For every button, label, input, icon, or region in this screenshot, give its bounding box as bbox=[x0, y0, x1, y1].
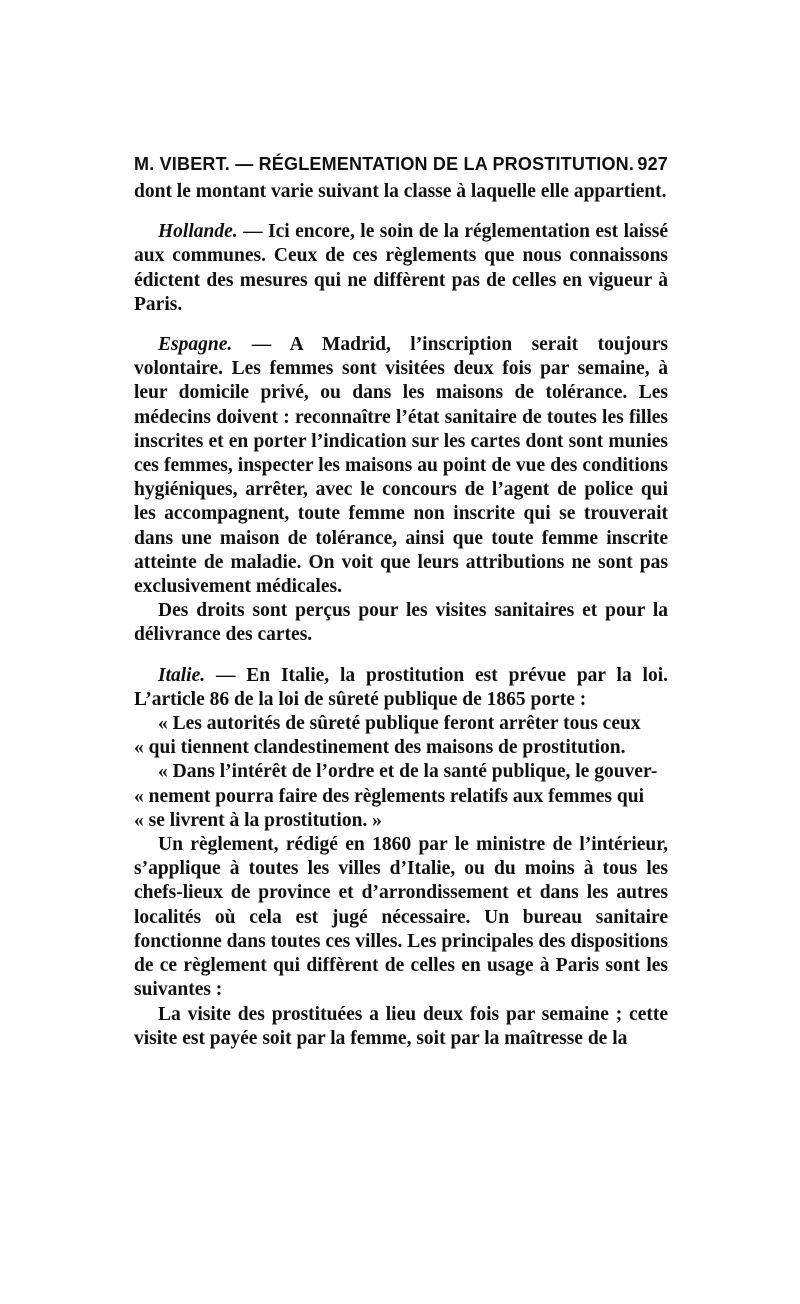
section-label-espagne: Espagne. bbox=[158, 334, 233, 356]
running-title: M. VIBERT. — RÉGLEMENTATION DE LA PROSTITUTION. bbox=[134, 154, 635, 174]
quotation-article-86 bbox=[134, 712, 668, 760]
paragraph-droits: Des droits sont perçus pour les visites sanitaires et pour la délivrance des cartes. bbox=[134, 600, 668, 646]
quotation-line: « Les autorités de sûreté publique feront arrêter tous ceux bbox=[158, 713, 641, 735]
quotation-gouvernement bbox=[134, 760, 668, 833]
quotation-line: « nement pourra faire des règlements relatifs aux femmes qui bbox=[134, 785, 644, 807]
paragraph-italie-text: — En Italie, la prostitution est prévue par la loi. L’article 86 de la loi de sûreté publique de 1865 porte : bbox=[134, 664, 668, 710]
running-head bbox=[134, 148, 668, 180]
quotation-line: « se livrent à la prostitution. » bbox=[134, 809, 382, 831]
paragraph-espagne bbox=[134, 333, 668, 599]
paragraph-hollande-text: — Ici encore, le soin de la réglementation est laissé aux communes. Ceux de ces règlements que nous connaissons édictent des mesures qui ne diffèrent pas de celles en vigueur à Paris. bbox=[134, 221, 668, 315]
page-number: 927 bbox=[637, 154, 668, 174]
paragraph-espagne-text: — A Madrid, l’inscription serait toujours volontaire. Les femmes sont visitées deux fois par semaine, à leur domicile privé, ou dans les maisons de tolérance. Les médecins doivent : reconnaître l’état sanitaire de toutes les filles inscrites et en porter l’indication sur les cartes dont sont munies ces femmes, inspecter les maisons au point de vue des conditions hygiéniques, arrêter, avec le concours de l’agent de police qui les accompagnent, toute femme non inscrite qui se trouverait dans une maison de tolérance, ainsi que toute femme inscrite atteinte de maladie. On voit que leurs attributions ne sont pas exclusivement médicales. bbox=[134, 334, 668, 598]
paragraph-visite: La visite des prostituées a lieu deux fois par semaine ; cette visite est payée soit par la femme, soit par la maîtresse de la bbox=[134, 1003, 668, 1049]
quotation-line: « qui tiennent clandestinement des maisons de prostitution. bbox=[134, 737, 626, 759]
book-page bbox=[134, 148, 668, 1051]
section-label-italie: Italie. bbox=[158, 664, 206, 686]
paragraph-reglement: Un règlement, rédigé en 1860 par le ministre de l’intérieur, s’applique à toutes les villes d’Italie, ou du moins à tous les chefs-lieux de province et d’arrondissement et dans les autres localités où cela est jugé nécessaire. Un bureau sanitaire fonctionne dans toutes ces villes. Les principales des dispositions de ce règlement qui diffèrent de celles en usage à Paris sont les suivantes : bbox=[134, 834, 668, 1001]
paragraph-italie bbox=[134, 664, 668, 712]
quotation-line: « Dans l’intérêt de l’ordre et de la santé publique, le gouver- bbox=[158, 761, 658, 783]
page-body bbox=[134, 180, 668, 1051]
paragraph-continuation: dont le montant varie suivant la classe à laquelle elle appartient. bbox=[134, 181, 667, 202]
section-label-hollande: Hollande. bbox=[158, 221, 238, 243]
paragraph-hollande bbox=[134, 220, 668, 317]
